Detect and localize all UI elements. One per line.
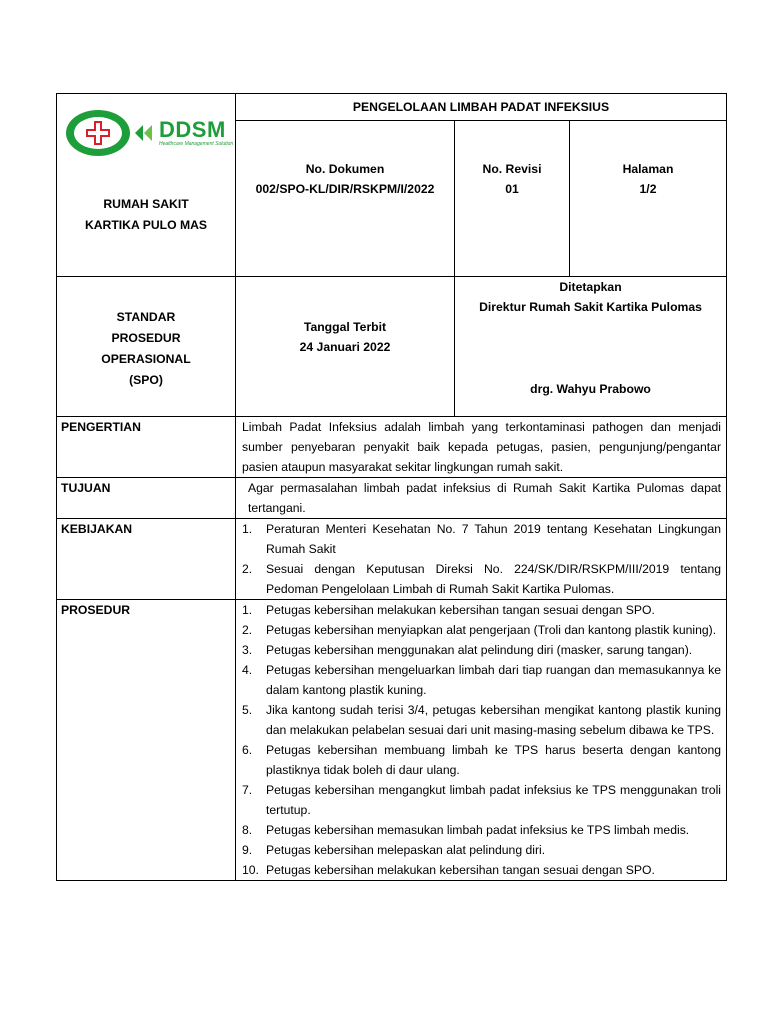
kebijakan-content — [236, 519, 727, 600]
logo-area — [57, 94, 235, 158]
hospital-identity-cell — [57, 94, 236, 277]
list-number: 7. — [242, 783, 253, 797]
halaman-label: Halaman — [622, 162, 674, 176]
list-number: 2. — [242, 562, 253, 576]
list-number: 3. — [242, 643, 253, 657]
list-number: 9. — [242, 843, 253, 857]
spo-title — [57, 277, 235, 391]
list-text: Petugas kebersihan melepaskan alat pelindung diri. — [266, 843, 546, 857]
no-dokumen-value: 002/SPO-KL/DIR/RSKPM/I/2022 — [255, 182, 435, 196]
list-item — [242, 780, 721, 820]
list-item — [242, 559, 721, 599]
no-dokumen-label: No. Dokumen — [305, 162, 385, 176]
hospital-seal-icon — [63, 108, 133, 158]
list-item — [242, 660, 721, 700]
ddsm-tagline: Healthcare Management Solution — [159, 141, 234, 147]
kebijakan-list — [242, 519, 721, 599]
hospital-name-line2: KARTIKA PULO MAS — [84, 218, 208, 232]
document-title: PENGELOLAAN LIMBAH PADAT INFEKSIUS — [236, 94, 727, 121]
spo-title-line1: STANDAR — [116, 310, 176, 324]
halaman-value: 1/2 — [639, 182, 657, 196]
hospital-name-line1: RUMAH SAKIT — [103, 197, 189, 211]
tanggal-terbit-cell — [236, 277, 455, 417]
list-number: 8. — [242, 823, 253, 837]
ddsm-brand: DDSM — [159, 117, 226, 142]
list-number: 6. — [242, 743, 253, 757]
list-item — [242, 600, 721, 620]
no-revisi-label: No. Revisi — [482, 162, 542, 176]
list-text: Petugas kebersihan menggunakan alat pelindung diri (masker, sarung tangan). — [266, 643, 693, 657]
list-text: Petugas kebersihan membuang limbah ke TPS harus beserta dengan kantong plastiknya tidak boleh di daur ulang. — [266, 743, 722, 777]
list-item — [242, 820, 721, 840]
spo-title-cell — [57, 277, 236, 417]
list-text: Petugas kebersihan menyiapkan alat pengerjaan (Troli dan kantong plastik kuning). — [266, 623, 717, 637]
tujuan-label: TUJUAN — [57, 478, 236, 519]
list-item — [242, 840, 721, 860]
no-revisi-value: 01 — [505, 182, 519, 196]
halaman-cell — [570, 121, 727, 277]
list-text: Petugas kebersihan mengeluarkan limbah dari tiap ruangan dan memasukannya ke dalam kantong plastik kuning. — [266, 663, 722, 697]
list-number: 1. — [242, 603, 253, 617]
approver-name: drg. Wahyu Prabowo — [530, 382, 651, 396]
tujuan-text: Agar permasalahan limbah padat infeksius di Rumah Sakit Kartika Pulomas dapat tertangani. — [236, 478, 727, 519]
list-item — [242, 640, 721, 660]
list-number: 5. — [242, 703, 253, 717]
list-number: 2. — [242, 623, 253, 637]
ditetapkan-label: Ditetapkan — [559, 280, 622, 294]
spo-title-line2: PROSEDUR — [111, 331, 181, 345]
tanggal-terbit-label: Tanggal Terbit — [303, 320, 387, 334]
list-text: Petugas kebersihan memasukan limbah padat infeksius ke TPS limbah medis. — [266, 823, 690, 837]
spo-table — [56, 93, 727, 881]
spo-title-line3: OPERASIONAL — [101, 352, 191, 366]
tanggal-terbit-value: 24 Januari 2022 — [299, 340, 391, 354]
list-text: Petugas kebersihan mengangkut limbah padat infeksius ke TPS menggunakan troli tertutup. — [266, 783, 722, 817]
list-item — [242, 740, 721, 780]
list-text: Jika kantong sudah terisi 3/4, petugas kebersihan mengikat kantong plastik kuning dan melakukan pelabelan sesuai dari unit masing-masing sebelum dibawa ke TPS. — [266, 703, 722, 737]
spo-title-line4: (SPO) — [129, 373, 163, 387]
prosedur-label: PROSEDUR — [57, 600, 236, 881]
list-text: Petugas kebersihan melakukan kebersihan tangan sesuai dengan SPO. — [266, 863, 655, 877]
list-number: 10. — [242, 863, 259, 877]
approver-title: Direktur Rumah Sakit Kartika Pulomas — [479, 300, 702, 314]
list-text: Peraturan Menteri Kesehatan No. 7 Tahun 2019 tentang Kesehatan Lingkungan Rumah Sakit — [266, 522, 722, 556]
list-item — [242, 519, 721, 559]
prosedur-content — [236, 600, 727, 881]
hospital-name — [57, 194, 235, 236]
pengertian-label: PENGERTIAN — [57, 417, 236, 478]
list-number: 1. — [242, 522, 253, 536]
list-number: 4. — [242, 663, 253, 677]
approval-cell — [455, 277, 727, 417]
list-text: Sesuai dengan Keputusan Direksi No. 224/SK/DIR/RSKPM/III/2019 tentang Pedoman Pengelolaan Limbah di Rumah Sakit Kartika Pulomas. — [266, 562, 722, 596]
no-revisi-cell — [455, 121, 570, 277]
prosedur-list — [242, 600, 721, 880]
list-item — [242, 860, 721, 880]
kebijakan-label: KEBIJAKAN — [57, 519, 236, 600]
list-text: Petugas kebersihan melakukan kebersihan tangan sesuai dengan SPO. — [266, 603, 655, 617]
list-item — [242, 700, 721, 740]
ddsm-logo-icon — [133, 121, 157, 145]
list-item — [242, 620, 721, 640]
no-dokumen-cell — [236, 121, 455, 277]
pengertian-text: Limbah Padat Infeksius adalah limbah yang terkontaminasi pathogen dan menjadi sumber penyebaran penyakit baik kepada petugas, pasien, pengunjung/pengantar pasien ataupun masyarakat sekitar lingkungan rumah sakit. — [236, 417, 727, 478]
